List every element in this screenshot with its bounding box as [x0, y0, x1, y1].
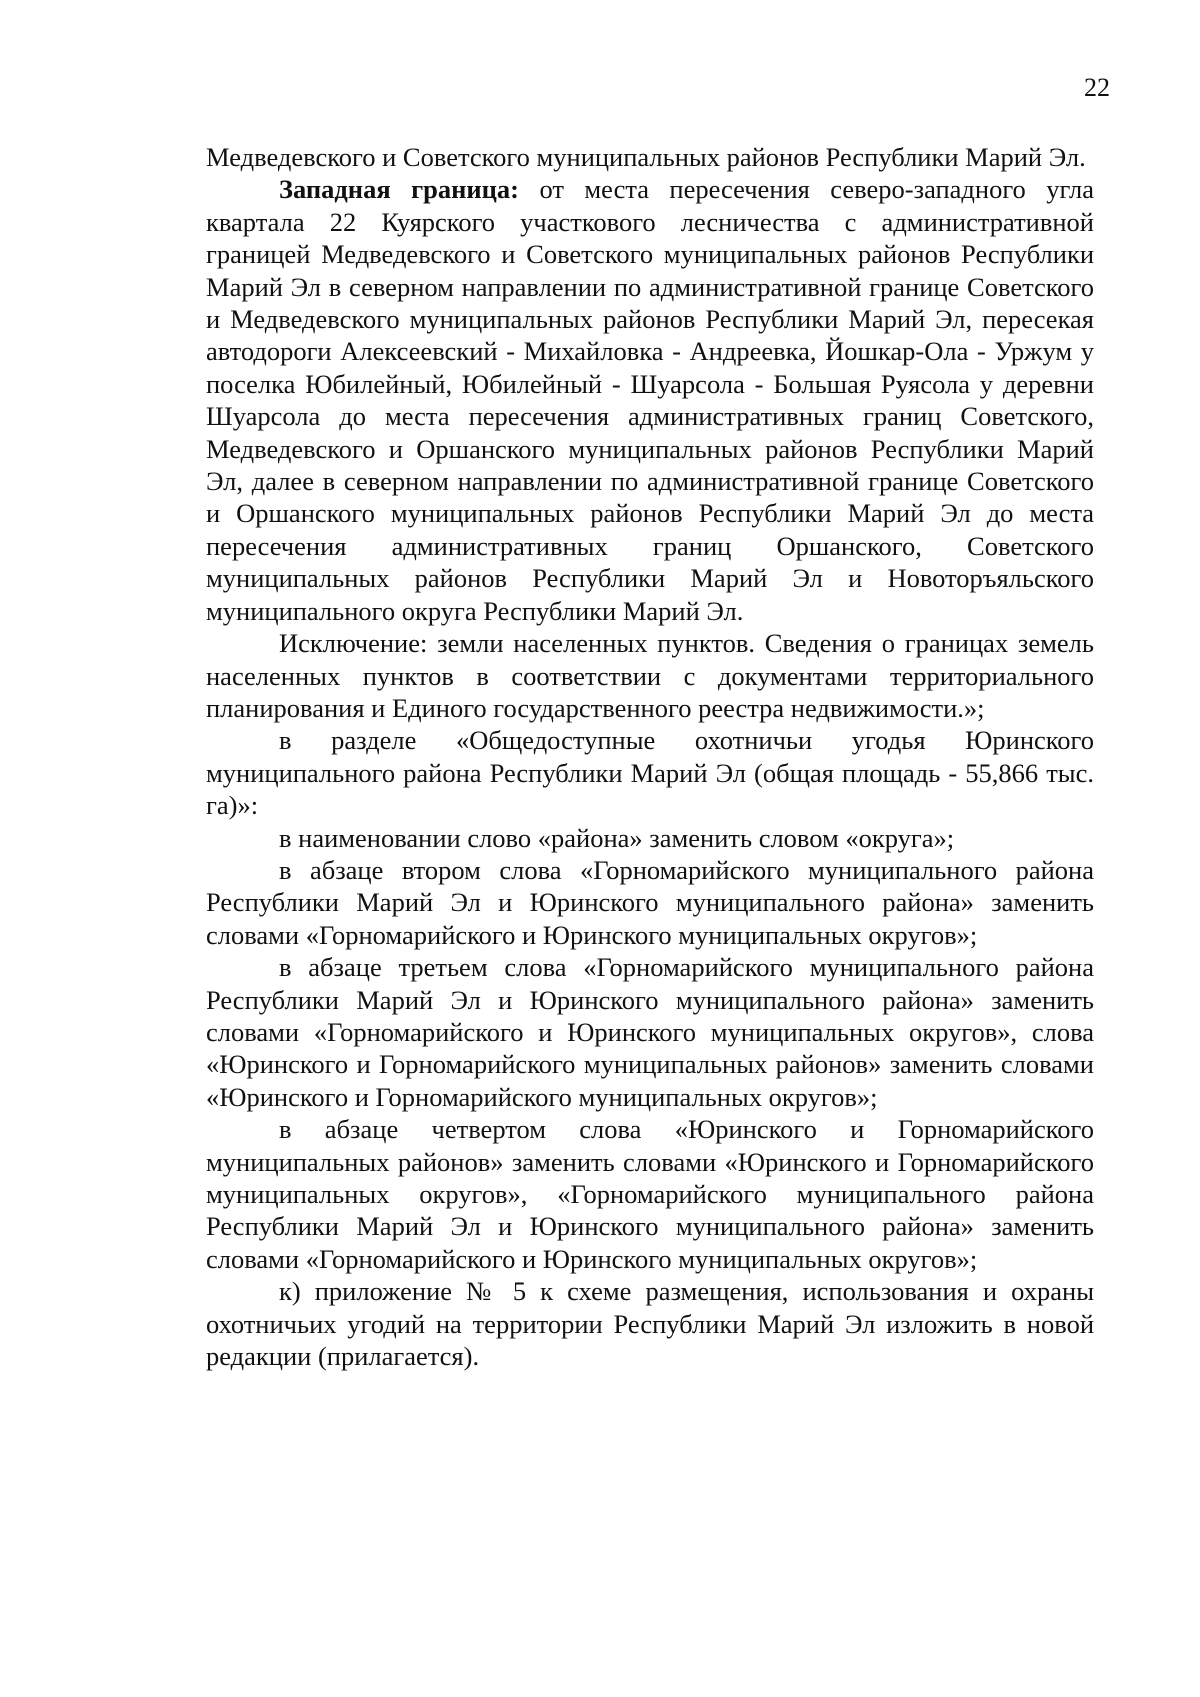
paragraph-title-change — [206, 822, 1094, 854]
page-number: 22 — [1084, 73, 1110, 102]
document-body — [206, 141, 1094, 1372]
paragraph-text: в разделе «Общедоступные охотничьи угодья Юринского муниципального района Республики Марий Эл (общая площадь - 55,866 тыс. га)»: — [206, 725, 1094, 821]
paragraph-text: Медведевского и Советского муниципальных районов Республики Марий Эл. — [206, 142, 1086, 172]
paragraph-third-abzac — [206, 951, 1094, 1113]
paragraph-appendix — [206, 1275, 1094, 1372]
paragraph-text: от места пересечения северо-западного угла квартала 22 Куярского участкового лесничества с административной границей Медведевского и Советского муниципальных районов Республики Марий Эл в северном направлении по административной границе Советского и Медведевского муниципальных районов Республики Марий Эл, пересекая автодороги Алексеевский - Михайловка - Андреевка, Йошкар-Ола - Уржум у поселка Юбилейный, Юбилейный - Шуарсола - Большая Руясола у деревни Шуарсола до места пересечения административных границ Советского, Медведевского и Оршанского муниципальных районов Республики Марий Эл, далее в северном направлении по административной границе Советского и Оршанского муниципальных районов Республики Марий Эл до места пересечения административных границ Оршанского, Советского муниципальных районов Республики Марий Эл и Новоторъяльского муниципального округа Республики Марий Эл. — [206, 174, 1094, 626]
paragraph-text: в наименовании слово «района» заменить словом «округа»; — [279, 822, 955, 853]
paragraph-text: в абзаце третьем слова «Горномарийского муниципального района Республики Марий Эл и Юринского муниципального района» заменить словами «Горномарийского и Юринского муниципальных округов», слова «Юринского и Горномарийского муниципальных районов» заменить словами «Юринского и Горномарийского муниципальных округов»; — [206, 952, 1094, 1112]
paragraph-continuation — [206, 141, 1094, 173]
paragraph-exception — [206, 627, 1094, 724]
paragraph-text: к) приложение № 5 к схеме размещения, использования и охраны охотничьих угодий на территории Республики Марий Эл изложить в новой редакции (прилагается). — [206, 1276, 1094, 1372]
section-heading: Западная граница: — [279, 174, 520, 205]
paragraph-second-abzac — [206, 854, 1094, 951]
paragraph-text: в абзаце втором слова «Горномарийского муниципального района Республики Марий Эл и Юринского муниципального района» заменить словами «Горномарийского и Юринского муниципальных округов»; — [206, 854, 1094, 950]
paragraph-text: Исключение: земли населенных пунктов. Сведения о границах земель населенных пунктов в соответствии с документами территориального планирования и Единого государственного реестра недвижимости.»; — [206, 628, 1094, 723]
paragraph-western-border — [206, 173, 1094, 627]
paragraph-section-yurino — [206, 724, 1094, 821]
paragraph-text: в абзаце четвертом слова «Юринского и Горномарийского муниципальных районов» заменить словами «Юринского и Горномарийского муниципальных округов», «Горномарийского муниципального района Республики Марий Эл и Юринского муниципального района» заменить словами «Горномарийского и Юринского муниципальных округов»; — [206, 1114, 1094, 1274]
paragraph-fourth-abzac — [206, 1113, 1094, 1275]
